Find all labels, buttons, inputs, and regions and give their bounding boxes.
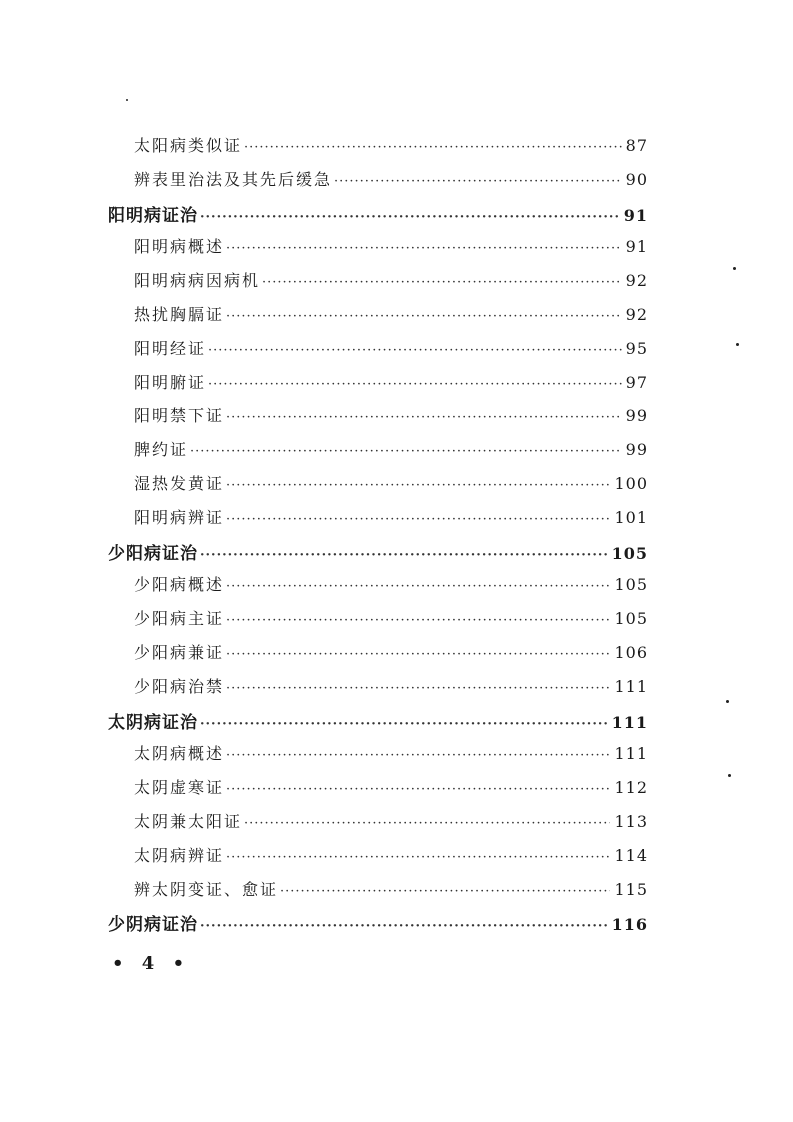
toc-dot-leader [226,681,610,696]
toc-dot-leader [226,309,622,324]
toc-dot-leader [226,512,610,527]
toc-entry-title: 少阳病主证 [134,609,225,629]
toc-section-entry [108,471,648,505]
toc-entry-page: 100 [614,473,648,493]
toc-entry-title: 少阳病兼证 [134,642,225,662]
toc-entry-title: 阳明禁下证 [134,406,225,426]
toc-entry-page: 101 [614,507,648,527]
toc-entry-page: 91 [625,237,648,257]
toc-section-entry [108,234,648,268]
toc-entry-page: 105 [614,575,648,595]
scan-speck [726,700,729,703]
toc-chapter-entry [108,539,648,573]
toc-entry-title: 阳明病证治 [108,205,198,226]
toc-section-entry [108,167,648,201]
toc-dot-leader [244,140,622,155]
toc-dot-leader [200,717,608,732]
toc-entry-title: 少阳病证治 [108,543,198,564]
toc-entry-page: 115 [614,879,648,899]
scan-speck [733,267,736,270]
toc-dot-leader [280,884,610,899]
toc-entry-title: 少阳病治禁 [134,676,225,696]
toc-section-entry [108,403,648,437]
toc-dot-leader [226,782,610,797]
toc-section-entry [108,302,648,336]
toc-entry-page: 111 [614,744,648,764]
toc-dot-leader [200,210,620,225]
toc-entry-title: 湿热发黄证 [134,473,225,493]
toc-dot-leader [226,478,610,493]
toc-entry-page: 99 [625,440,648,460]
toc-section-entry [108,133,648,167]
toc-dot-leader [208,343,622,358]
toc-dot-leader [226,579,610,594]
toc-dot-leader [226,850,610,865]
toc-entry-page: 112 [614,778,648,798]
toc-section-entry [108,606,648,640]
toc-entry-title: 辨太阴变证、愈证 [134,879,279,899]
scan-speck [736,343,739,346]
toc-entry-page: 111 [614,676,648,696]
page-number: • 4 • [112,953,191,974]
toc-entry-title: 阳明病辨证 [134,507,225,527]
toc-entry-page: 105 [614,609,648,629]
toc-entry-page: 111 [611,712,648,732]
toc-entry-page: 92 [625,304,648,324]
toc-dot-leader [262,275,622,290]
toc-entry-page: 116 [611,915,648,935]
toc-entry-title: 太阳病类似证 [134,136,243,155]
toc-dot-leader [190,444,622,459]
toc-section-entry [108,877,648,911]
toc-entry-title: 脾约证 [134,440,189,460]
toc-entry-title: 太阴兼太阳证 [134,811,243,831]
toc-section-entry [108,437,648,471]
toc-entry-page: 87 [625,136,648,155]
toc-entry-page: 113 [614,811,648,831]
toc-entry-title: 阳明病病因病机 [134,271,261,291]
toc-dot-leader [208,377,622,392]
toc-dot-leader [226,410,622,425]
toc-dot-leader [226,647,610,662]
toc-entry-title: 辨表里治法及其先后缓急 [134,169,333,189]
toc-entry-page: 114 [614,845,648,865]
toc-section-entry [108,775,648,809]
toc-entry-title: 阳明腑证 [134,372,207,392]
toc-entry-title: 少阴病证治 [108,915,198,936]
toc-dot-leader [244,816,610,831]
toc-dot-leader [200,548,608,563]
toc-section-entry [108,674,648,708]
toc-entry-title: 阳明经证 [134,338,207,358]
toc-entry-title: 少阳病概述 [134,575,225,595]
toc-entry-title: 热扰胸膈证 [134,304,225,324]
toc-entry-page: 97 [625,372,648,392]
toc-section-entry [108,505,648,539]
toc-entry-title: 太阴病辨证 [134,845,225,865]
toc-section-entry [108,640,648,674]
toc-dot-leader [226,748,610,763]
toc-section-entry [108,809,648,843]
toc-entry-page: 90 [625,169,648,189]
toc-entry-page: 95 [625,338,648,358]
toc-dot-leader [226,241,622,256]
toc-entry-page: 106 [614,642,648,662]
toc-section-entry [108,336,648,370]
toc-dot-leader [334,174,622,189]
toc-section-entry [108,268,648,302]
toc-entry-title: 太阴病概述 [134,744,225,764]
toc-section-entry [108,370,648,404]
table-of-contents [108,133,648,944]
toc-entry-page: 105 [611,543,648,563]
toc-dot-leader [226,613,610,628]
toc-chapter-entry [108,910,648,944]
toc-chapter-entry [108,708,648,742]
toc-entry-title: 太阴虚寒证 [134,778,225,798]
toc-section-entry [108,741,648,775]
scan-speck [728,774,731,777]
toc-section-entry [108,843,648,877]
toc-dot-leader [200,919,608,934]
scan-speck [126,99,128,101]
toc-entry-page: 91 [623,205,648,225]
toc-chapter-entry [108,201,648,235]
toc-entry-page: 92 [625,271,648,291]
toc-entry-page: 99 [625,406,648,426]
toc-entry-title: 太阴病证治 [108,712,198,733]
toc-section-entry [108,572,648,606]
toc-entry-title: 阳明病概述 [134,237,225,257]
